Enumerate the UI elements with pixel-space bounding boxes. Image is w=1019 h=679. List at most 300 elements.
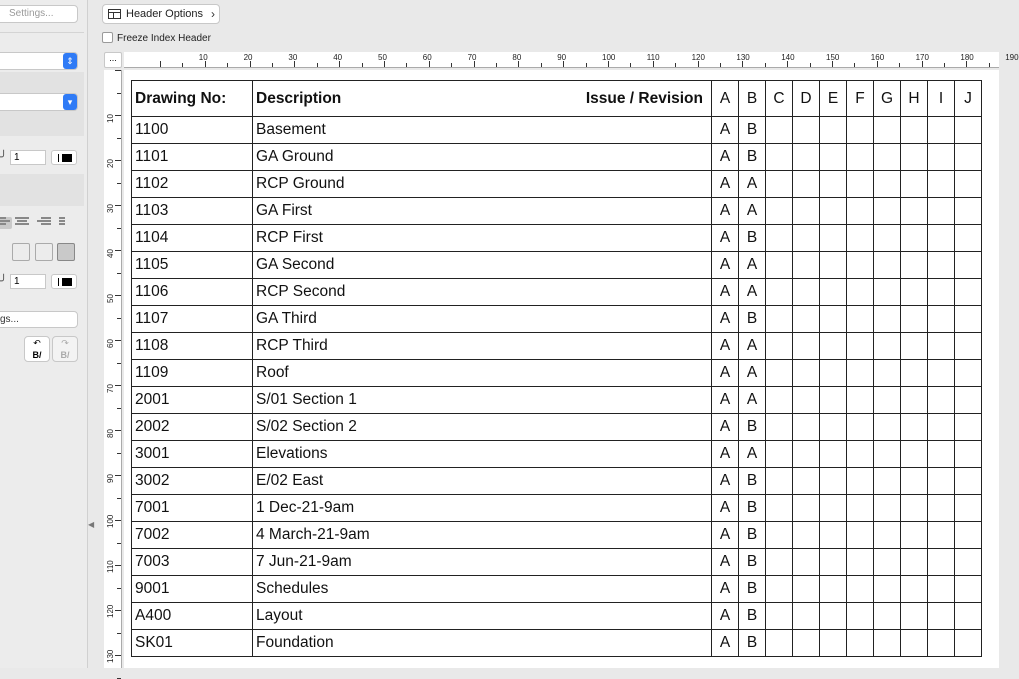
revision-cell[interactable] [928,306,955,333]
revision-cell[interactable] [820,144,847,171]
revision-cell[interactable] [955,387,982,414]
line-weight-input[interactable]: 1 [10,150,46,165]
line-weight-icon: ╯ [0,150,8,164]
stepper-icon: ⇕ [63,53,77,69]
redo-format-icon[interactable]: ↷ B/ [52,336,78,362]
table-row[interactable] [132,576,982,603]
revision-cell[interactable] [766,495,793,522]
drawing-no-cell[interactable]: 3002 [132,468,253,495]
revision-cell[interactable] [766,198,793,225]
revision-a-cell[interactable]: A [712,144,739,171]
revision-b-cell[interactable]: B [739,468,766,495]
table-row[interactable] [132,522,982,549]
revision-cell[interactable] [847,225,874,252]
revision-cell[interactable] [928,495,955,522]
revision-cell[interactable] [928,252,955,279]
revision-cell[interactable] [793,333,820,360]
revision-cell[interactable] [820,603,847,630]
revision-cell[interactable] [793,495,820,522]
revision-cell[interactable] [766,414,793,441]
revision-cell[interactable] [928,549,955,576]
revision-cell[interactable] [793,414,820,441]
description-cell[interactable]: S/02 Section 2 [253,414,712,441]
grid-outer-icon[interactable] [35,243,53,261]
revision-cell[interactable] [901,360,928,387]
revision-cell[interactable] [766,468,793,495]
revision-cell[interactable] [874,225,901,252]
revision-cell[interactable] [901,144,928,171]
revision-cell[interactable] [847,468,874,495]
revision-cell[interactable] [901,414,928,441]
revision-cell[interactable] [766,630,793,657]
revision-b-cell[interactable]: A [739,279,766,306]
revision-cell[interactable] [955,360,982,387]
drawing-no-cell[interactable]: 7003 [132,549,253,576]
revision-b-cell[interactable]: B [739,549,766,576]
revision-cell[interactable] [793,198,820,225]
rev-header: A [712,81,739,117]
revision-cell[interactable] [955,225,982,252]
drawing-no-cell[interactable]: 1109 [132,360,253,387]
revision-cell[interactable] [820,279,847,306]
revision-cell[interactable] [820,387,847,414]
revision-cell[interactable] [874,117,901,144]
revision-b-cell[interactable]: B [739,144,766,171]
drawing-no-cell[interactable]: 3001 [132,441,253,468]
revision-cell[interactable] [955,252,982,279]
revision-cell[interactable] [901,549,928,576]
revision-b-cell[interactable]: A [739,360,766,387]
description-cell[interactable]: S/01 Section 1 [253,387,712,414]
vertical-ruler [104,70,122,668]
revision-cell[interactable] [874,198,901,225]
description-cell[interactable]: Basement [253,117,712,144]
revision-cell[interactable] [874,360,901,387]
revision-cell[interactable] [766,522,793,549]
table-row[interactable] [132,630,982,657]
revision-b-cell[interactable]: A [739,441,766,468]
revision-cell[interactable] [793,468,820,495]
revision-b-cell[interactable]: B [739,495,766,522]
revision-cell[interactable] [820,630,847,657]
revision-a-cell[interactable]: A [712,252,739,279]
revision-b-cell[interactable]: B [739,117,766,144]
revision-cell[interactable] [847,360,874,387]
freeze-index-header-row[interactable] [102,32,211,45]
drawing-no-cell[interactable]: 1103 [132,198,253,225]
revision-cell[interactable] [901,630,928,657]
align-left-icon[interactable] [0,217,12,229]
ruler-label: 50 [378,53,387,62]
description-cell[interactable]: Elevations [253,441,712,468]
revision-cell[interactable] [901,441,928,468]
ruler-label: 70 [467,53,477,62]
revision-cell[interactable] [820,468,847,495]
revision-cell[interactable] [928,468,955,495]
drawing-no-cell[interactable]: 7002 [132,522,253,549]
description-cell[interactable]: 1 Dec-21-9am [253,495,712,522]
revision-cell[interactable] [793,522,820,549]
description-cell[interactable]: Schedules [253,576,712,603]
description-cell[interactable]: RCP Ground [253,171,712,198]
revision-cell[interactable] [847,441,874,468]
revision-cell[interactable] [955,117,982,144]
grid-inner-icon[interactable] [12,243,30,261]
revision-cell[interactable] [766,549,793,576]
table-row[interactable] [132,198,982,225]
table-row[interactable] [132,414,982,441]
revision-cell[interactable] [820,414,847,441]
revision-cell[interactable] [793,144,820,171]
revision-cell[interactable] [928,387,955,414]
revision-cell[interactable] [901,198,928,225]
ruler-label: 10 [106,114,115,123]
revision-cell[interactable] [793,360,820,387]
revision-cell[interactable] [847,522,874,549]
revision-cell[interactable] [766,279,793,306]
table-row[interactable] [132,117,982,144]
drawing-no-cell[interactable]: 1108 [132,333,253,360]
revision-cell[interactable] [793,576,820,603]
revision-cell[interactable] [901,252,928,279]
revision-cell[interactable] [847,414,874,441]
revision-cell[interactable] [901,576,928,603]
revision-cell[interactable] [901,468,928,495]
revision-cell[interactable] [820,306,847,333]
table-row[interactable] [132,252,982,279]
revision-a-cell[interactable]: A [712,306,739,333]
ruler-label: 160 [870,53,885,62]
ruler-label: 90 [557,53,567,62]
revision-cell[interactable] [793,279,820,306]
description-cell[interactable]: GA First [253,198,712,225]
revision-cell[interactable] [847,198,874,225]
revision-cell[interactable] [820,171,847,198]
revision-cell[interactable] [901,171,928,198]
revision-b-cell[interactable]: A [739,171,766,198]
revision-a-cell[interactable]: A [712,441,739,468]
table-row[interactable] [132,144,982,171]
revision-cell[interactable] [955,279,982,306]
revision-cell[interactable] [766,387,793,414]
revision-cell[interactable] [955,468,982,495]
revision-cell[interactable] [766,333,793,360]
revision-cell[interactable] [793,252,820,279]
drawing-no-cell[interactable]: SK01 [132,630,253,657]
table-row[interactable] [132,171,982,198]
revision-cell[interactable] [847,306,874,333]
revision-b-cell[interactable]: B [739,630,766,657]
table-row[interactable] [132,306,982,333]
revision-cell[interactable] [820,495,847,522]
revision-cell[interactable] [955,522,982,549]
revision-cell[interactable] [928,117,955,144]
index-page [124,70,999,668]
revision-cell[interactable] [874,630,901,657]
revision-cell[interactable] [793,387,820,414]
revision-cell[interactable] [874,495,901,522]
revision-cell[interactable] [874,144,901,171]
revision-cell[interactable] [766,441,793,468]
revision-cell[interactable] [874,333,901,360]
table-row[interactable] [132,360,982,387]
revision-cell[interactable] [847,171,874,198]
revision-cell[interactable] [793,306,820,333]
revision-cell[interactable] [766,360,793,387]
ruler-corner-button[interactable]: ... [104,52,122,68]
drawing-no-cell[interactable]: 1106 [132,279,253,306]
revision-a-cell[interactable]: A [712,387,739,414]
drawing-no-cell[interactable]: 1102 [132,171,253,198]
revision-a-cell[interactable]: A [712,630,739,657]
drawing-no-cell[interactable]: 2001 [132,387,253,414]
revision-cell[interactable] [847,333,874,360]
revision-cell[interactable] [955,495,982,522]
description-cell[interactable]: Layout [253,603,712,630]
revision-cell[interactable] [928,333,955,360]
revision-cell[interactable] [820,360,847,387]
revision-cell[interactable] [766,252,793,279]
revision-b-cell[interactable]: B [739,522,766,549]
revision-cell[interactable] [955,576,982,603]
revision-b-cell[interactable]: B [739,603,766,630]
revision-b-cell[interactable]: A [739,198,766,225]
border-weight-input[interactable]: 1 [10,274,46,289]
revision-cell[interactable] [793,603,820,630]
revision-cell[interactable] [901,522,928,549]
revision-cell[interactable] [847,144,874,171]
revision-cell[interactable] [874,171,901,198]
align-right-icon[interactable] [37,217,51,229]
revision-cell[interactable] [874,549,901,576]
revision-cell[interactable] [901,279,928,306]
revision-cell[interactable] [955,144,982,171]
revision-cell[interactable] [928,576,955,603]
align-center-icon[interactable] [15,217,29,229]
revision-cell[interactable] [928,279,955,306]
revision-cell[interactable] [874,414,901,441]
drawing-no-cell[interactable]: 1107 [132,306,253,333]
revision-b-cell[interactable]: A [739,252,766,279]
revision-cell[interactable] [847,387,874,414]
ruler-label: 110 [106,560,115,573]
revision-cell[interactable] [928,360,955,387]
revision-a-cell[interactable]: A [712,495,739,522]
drawing-no-cell[interactable]: 1100 [132,117,253,144]
revision-cell[interactable] [793,441,820,468]
revision-cell[interactable] [955,414,982,441]
rev-header: H [901,81,928,117]
revision-cell[interactable] [955,603,982,630]
revision-cell[interactable] [766,603,793,630]
revision-cell[interactable] [928,144,955,171]
revision-cell[interactable] [874,603,901,630]
inspector-panel [0,0,88,668]
table-row[interactable] [132,549,982,576]
revision-a-cell[interactable]: A [712,360,739,387]
freeze-index-header-checkbox[interactable] [102,32,113,43]
description-cell[interactable]: 7 Jun-21-9am [253,549,712,576]
description-cell[interactable]: RCP First [253,225,712,252]
revision-cell[interactable] [766,144,793,171]
revision-cell[interactable] [766,117,793,144]
revision-cell[interactable] [820,225,847,252]
revision-b-cell[interactable]: A [739,333,766,360]
revision-cell[interactable] [766,576,793,603]
revision-cell[interactable] [847,495,874,522]
table-row[interactable] [132,225,982,252]
revision-cell[interactable] [901,306,928,333]
revision-cell[interactable] [874,279,901,306]
revision-cell[interactable] [820,522,847,549]
revision-cell[interactable] [955,441,982,468]
table-row[interactable] [132,333,982,360]
revision-cell[interactable] [901,387,928,414]
revision-cell[interactable] [928,225,955,252]
revision-a-cell[interactable]: A [712,576,739,603]
revision-cell[interactable] [928,414,955,441]
revision-cell[interactable] [874,576,901,603]
revision-b-cell[interactable]: B [739,414,766,441]
drawing-no-cell[interactable]: 9001 [132,576,253,603]
revision-cell[interactable] [874,468,901,495]
revision-cell[interactable] [874,306,901,333]
rev-header: I [928,81,955,117]
description-cell[interactable]: GA Second [253,252,712,279]
revision-b-cell[interactable]: B [739,576,766,603]
revision-cell[interactable] [955,171,982,198]
revision-cell[interactable] [874,387,901,414]
drawing-no-cell[interactable]: A400 [132,603,253,630]
font-select[interactable] [0,93,78,111]
revision-a-cell[interactable]: A [712,225,739,252]
style-select[interactable] [0,52,78,70]
revision-cell[interactable] [928,198,955,225]
revision-cell[interactable] [874,252,901,279]
revision-cell[interactable] [928,171,955,198]
revision-b-cell[interactable]: A [739,387,766,414]
revision-a-cell[interactable]: A [712,333,739,360]
revision-cell[interactable] [955,630,982,657]
revision-cell[interactable] [847,279,874,306]
align-justify-icon[interactable] [59,217,73,229]
revision-cell[interactable] [901,495,928,522]
revision-cell[interactable] [820,576,847,603]
revision-cell[interactable] [874,441,901,468]
revision-cell[interactable] [820,333,847,360]
revision-cell[interactable] [874,522,901,549]
revision-cell[interactable] [793,171,820,198]
revision-cell[interactable] [847,630,874,657]
revision-cell[interactable] [820,549,847,576]
grid-all-icon[interactable] [57,243,75,261]
line-color-picker[interactable] [51,150,77,165]
table-row[interactable] [132,495,982,522]
drawing-no-cell[interactable]: 1105 [132,252,253,279]
revision-cell[interactable] [847,576,874,603]
revision-cell[interactable] [820,441,847,468]
ruler-label: 100 [106,514,115,528]
collapse-panel-icon[interactable]: ◀ [88,520,95,529]
revision-cell[interactable] [928,522,955,549]
description-cell[interactable]: RCP Third [253,333,712,360]
revision-a-cell[interactable]: A [712,522,739,549]
drawing-no-cell[interactable]: 7001 [132,495,253,522]
revision-a-cell[interactable]: A [712,198,739,225]
drawing-no-cell[interactable]: 1101 [132,144,253,171]
revision-cell[interactable] [847,603,874,630]
revision-b-cell[interactable]: B [739,225,766,252]
description-cell[interactable]: E/02 East [253,468,712,495]
drawing-no-cell[interactable]: 1104 [132,225,253,252]
revision-cell[interactable] [955,306,982,333]
description-cell[interactable]: Foundation [253,630,712,657]
revision-a-cell[interactable]: A [712,117,739,144]
revision-cell[interactable] [901,225,928,252]
table-row[interactable] [132,468,982,495]
revision-cell[interactable] [793,630,820,657]
revision-cell[interactable] [955,198,982,225]
revision-cell[interactable] [928,441,955,468]
header-options-button[interactable] [102,4,220,24]
revision-cell[interactable] [901,117,928,144]
settings-button-2[interactable]: gs... [0,311,78,328]
description-cell[interactable]: GA Ground [253,144,712,171]
table-row[interactable] [132,441,982,468]
revision-b-cell[interactable]: B [739,306,766,333]
border-color-picker[interactable] [51,274,77,289]
description-cell[interactable]: Roof [253,360,712,387]
table-row[interactable] [132,387,982,414]
revision-cell[interactable] [793,549,820,576]
revision-cell[interactable] [901,603,928,630]
description-cell[interactable]: GA Third [253,306,712,333]
ruler-label: 30 [106,204,115,213]
revision-cell[interactable] [901,333,928,360]
revision-cell[interactable] [928,630,955,657]
revision-cell[interactable] [820,198,847,225]
table-row[interactable] [132,603,982,630]
revision-a-cell[interactable]: A [712,171,739,198]
description-cell[interactable]: 4 March-21-9am [253,522,712,549]
revision-cell[interactable] [955,549,982,576]
revision-cell[interactable] [820,117,847,144]
drawing-index-table [131,80,982,657]
revision-cell[interactable] [793,117,820,144]
revision-a-cell[interactable]: A [712,279,739,306]
revision-cell[interactable] [766,306,793,333]
revision-cell[interactable] [955,333,982,360]
revision-cell[interactable] [847,252,874,279]
revision-a-cell[interactable]: A [712,549,739,576]
revision-a-cell[interactable]: A [712,414,739,441]
table-row[interactable] [132,279,982,306]
revision-cell[interactable] [847,549,874,576]
revision-a-cell[interactable]: A [712,468,739,495]
table-body [132,117,982,657]
settings-button[interactable]: Settings... [0,5,78,23]
revision-cell[interactable] [793,225,820,252]
drawing-no-cell[interactable]: 2002 [132,414,253,441]
undo-format-icon[interactable]: ↶ B/ [24,336,50,362]
description-cell[interactable]: RCP Second [253,279,712,306]
revision-cell[interactable] [820,252,847,279]
revision-cell[interactable] [766,171,793,198]
revision-cell[interactable] [928,603,955,630]
revision-cell[interactable] [847,117,874,144]
revision-a-cell[interactable]: A [712,603,739,630]
revision-cell[interactable] [766,225,793,252]
